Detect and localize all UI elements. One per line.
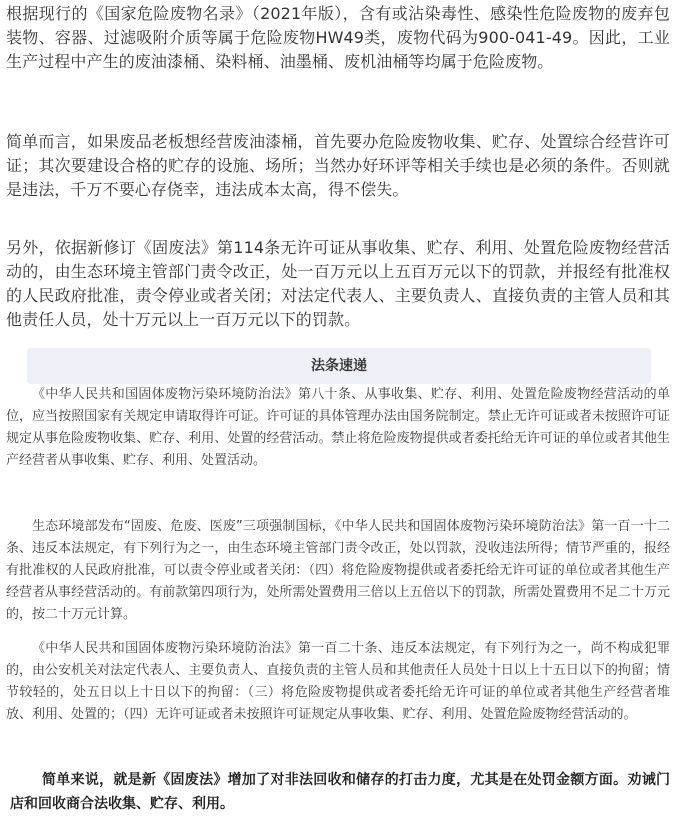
- summary-paragraph: 简单来说，就是新《固废法》增加了对非法回收和储存的打击力度，尤其是在处罚金额方面。劝诫门店和回收商合法收集、贮存、利用。: [10, 772, 670, 812]
- law-clause-article-80: 《中华人民共和国固体废物污染环境防治法》第八十条、从事收集、贮存、利用、处置危险废物经营活动的单位，应当按照国家有关规定申请取得许可证。许可证的具体管理办法由国务院制定。禁止无许可证或者未按照许可证规定从事危险废物收集、贮存、利用、处置的经营活动。禁止将危险废物提供或者委托给无许可证的单位或者其他生产经营者从事收集、贮存、利用、处置活动。: [6, 387, 670, 468]
- intro-paragraph: 根据现行的《国家危险废物名录》（2021年版），含有或沾染毒性、感染性危险废物的废弃包装物、容器、过滤吸附介质等属于危险废物HW49类，废物代码为900-041-49。因此，工业生产过程中产生的废油漆桶、染料桶、油墨桶、废机油桶等均属于危险废物。: [6, 4, 670, 71]
- law-clause-article-112: 生态环境部发布“固废、危废、医废”三项强制国标，《中华人民共和国固体废物污染环境防治法》第一百一十二条、违反本法规定，有下列行为之一，由生态环境主管部门责令改正，处以罚款，没收违法所得；情节严重的，报经有批准权的人民政府批准，可以责令停业或者关闭：（四）将危险废物提供或者委托给无许可证的单位或者其他生产经营者从事经营活动的。有前款第四项行为，处所需处置费用三倍以上五倍以下的罚款，所需处置费用不足二十万元的，按二十万元计算。: [6, 519, 670, 622]
- law-clause-article-120: 《中华人民共和国固体废物污染环境防治法》第一百二十条、违反本法规定，有下列行为之一，尚不构成犯罪的，由公安机关对法定代表人、主要负责人、直接负责的主管人员和其他责任人员处十日以上十五日以下的拘留；情节较轻的，处五日以上十日以下的拘留：（三）将危险废物提供或者委托给无许可证的单位或者其他生产经营者堆放、利用、处置的；（四）无许可证或者未按照许可证规定从事收集、贮存、利用、处置危险废物经营活动的。: [6, 641, 670, 722]
- section-header: [27, 348, 651, 384]
- section-title: 法条速递: [311, 358, 367, 374]
- license-requirement-paragraph: 简单而言，如果废品老板想经营废油漆桶，首先要办危险废物收集、贮存、处置综合经营许可证；其次要建设合格的贮存的设施、场所；当然办好环评等相关手续也是必须的条件。否则就是违法，千万不要心存侥幸，违法成本太高，得不偿失。: [6, 132, 670, 199]
- penalty-paragraph: 另外，依据新修订《固废法》第114条无许可证从事收集、贮存、利用、处置危险废物经营活动的，由生态环境主管部门责令改正，处一百万元以上五百万元以下的罚款，并报经有批准权的人民政府批准，责令停业或者关闭；对法定代表人、主要负责人、直接负责的主管人员和其他责任人员，处十万元以上一百万元以下的罚款。: [6, 238, 670, 329]
